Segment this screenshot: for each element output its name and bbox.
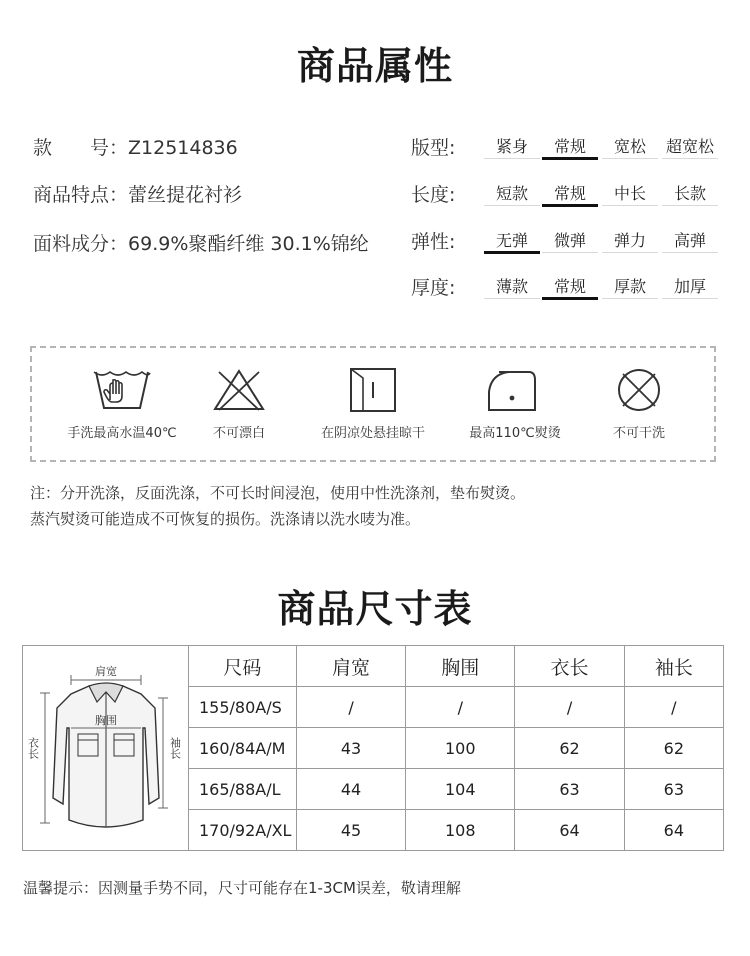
size-table: [22, 645, 724, 851]
no-dry-clean-icon: [609, 368, 669, 412]
iron-icon: [485, 368, 545, 412]
attributes-title: 商品属性: [296, 44, 453, 88]
attribute-option: 厚款: [613, 277, 646, 296]
care-hand-wash: [57, 368, 187, 441]
cell-chest: 104: [406, 769, 515, 810]
care-label: 手洗最高水温40℃: [67, 426, 177, 441]
option-divider: [602, 158, 658, 159]
attribute-label: 厚度:: [411, 277, 456, 299]
cell-sleeve: 63: [624, 769, 723, 810]
care-label: 不可漂白: [212, 426, 265, 441]
option-divider: [662, 252, 718, 253]
care-note-line: 注：分开洗涤，反面洗涤，不可长时间浸泡，使用中性洗涤剂，垫布熨烫。: [30, 484, 526, 502]
option-divider: [484, 298, 540, 299]
attribute-option: 高弹: [673, 231, 706, 250]
attribute-label: 长度:: [411, 184, 456, 206]
line-dry-shade-icon: [343, 368, 403, 412]
diagram-chest-label: 胸围: [95, 714, 118, 727]
cell-shoulder: 44: [296, 769, 405, 810]
cell-sleeve: 64: [624, 810, 723, 851]
attribute-option: 常规: [553, 184, 586, 203]
cell-chest: 100: [406, 728, 515, 769]
spec-value: 蕾丝提花衬衫: [128, 184, 243, 206]
cell-size: 170/92A/XL: [188, 810, 296, 851]
selected-underline: [542, 157, 598, 160]
spec-label: 面料成分：: [33, 233, 129, 255]
no-bleach-icon: [209, 368, 269, 412]
header-size: 尺码: [188, 646, 296, 687]
attribute-label: 弹性:: [411, 231, 456, 253]
cell-chest: 108: [406, 810, 515, 851]
spec-label: 款 号：: [33, 137, 129, 159]
cell-shoulder: 43: [296, 728, 405, 769]
attribute-option: 微弹: [553, 231, 586, 250]
care-instructions-box: [30, 346, 716, 462]
cell-size: 155/80A/S: [188, 687, 296, 728]
selected-underline: [542, 297, 598, 300]
attribute-option: 宽松: [613, 137, 646, 156]
selected-underline: [484, 251, 540, 254]
cell-size: 165/88A/L: [188, 769, 296, 810]
option-divider: [484, 205, 540, 206]
measurement-tip: 温馨提示：因测量手势不同，尺寸可能存在1-3CM误差，敬请理解: [23, 879, 461, 897]
size-chart-title: 商品尺寸表: [277, 587, 473, 631]
care-line-dry: [308, 368, 438, 441]
option-divider: [484, 158, 540, 159]
attribute-option: 短款: [495, 184, 528, 203]
spec-value: 69.9%聚酯纤维 30.1%锦纶: [128, 233, 369, 255]
spec-style-number: [33, 133, 238, 160]
table-header-row: [23, 646, 724, 687]
cell-sleeve: /: [624, 687, 723, 728]
diagram-sleeve-label: 袖长: [168, 737, 182, 759]
spec-feature: [33, 180, 242, 207]
option-divider: [662, 205, 718, 206]
care-label: 在阴凉处悬挂晾干: [320, 426, 425, 441]
care-no-dry-clean: [574, 368, 704, 441]
hand-wash-icon: [92, 368, 152, 412]
header-shoulder: 肩宽: [296, 646, 405, 687]
attribute-option: 常规: [553, 137, 586, 156]
cell-length: 63: [515, 769, 624, 810]
attribute-option: 长款: [673, 184, 706, 203]
option-divider: [662, 158, 718, 159]
attribute-option: 弹力: [613, 231, 646, 250]
option-divider: [542, 252, 598, 253]
care-note-line: 蒸汽熨烫可能造成不可恢复的损伤。洗涤请以洗水唛为准。: [30, 510, 421, 528]
attribute-option: 薄款: [495, 277, 528, 296]
diagram-length-label: 衣长: [26, 737, 40, 759]
cell-shoulder: 45: [296, 810, 405, 851]
attribute-option: 中长: [613, 184, 646, 203]
attribute-option: 无弹: [495, 231, 528, 250]
selected-underline: [542, 204, 598, 207]
diagram-shoulder-label: 肩宽: [95, 665, 118, 678]
option-divider: [662, 298, 718, 299]
attribute-option: 加厚: [673, 277, 706, 296]
spec-fabric: [33, 229, 369, 256]
option-divider: [602, 298, 658, 299]
cell-chest: /: [406, 687, 515, 728]
care-iron: [450, 368, 580, 441]
attribute-option: 紧身: [495, 137, 528, 156]
cell-shoulder: /: [296, 687, 405, 728]
header-chest: 胸围: [406, 646, 515, 687]
care-label: 最高110℃熨烫: [469, 426, 561, 441]
option-divider: [602, 252, 658, 253]
attribute-option: 常规: [553, 277, 586, 296]
cell-length: /: [515, 687, 624, 728]
option-divider: [602, 205, 658, 206]
shirt-diagram-icon: [25, 648, 185, 844]
header-sleeve: 袖长: [624, 646, 723, 687]
cell-length: 64: [515, 810, 624, 851]
cell-sleeve: 62: [624, 728, 723, 769]
care-label: 不可干洗: [612, 426, 665, 441]
spec-label: 商品特点：: [33, 184, 129, 206]
cell-length: 62: [515, 728, 624, 769]
garment-diagram-cell: [23, 646, 189, 851]
care-no-bleach: [174, 368, 304, 441]
spec-value: Z12514836: [128, 137, 238, 159]
attribute-option: 超宽松: [665, 137, 714, 156]
header-length: 衣长: [515, 646, 624, 687]
attribute-label: 版型:: [411, 137, 456, 159]
cell-size: 160/84A/M: [188, 728, 296, 769]
